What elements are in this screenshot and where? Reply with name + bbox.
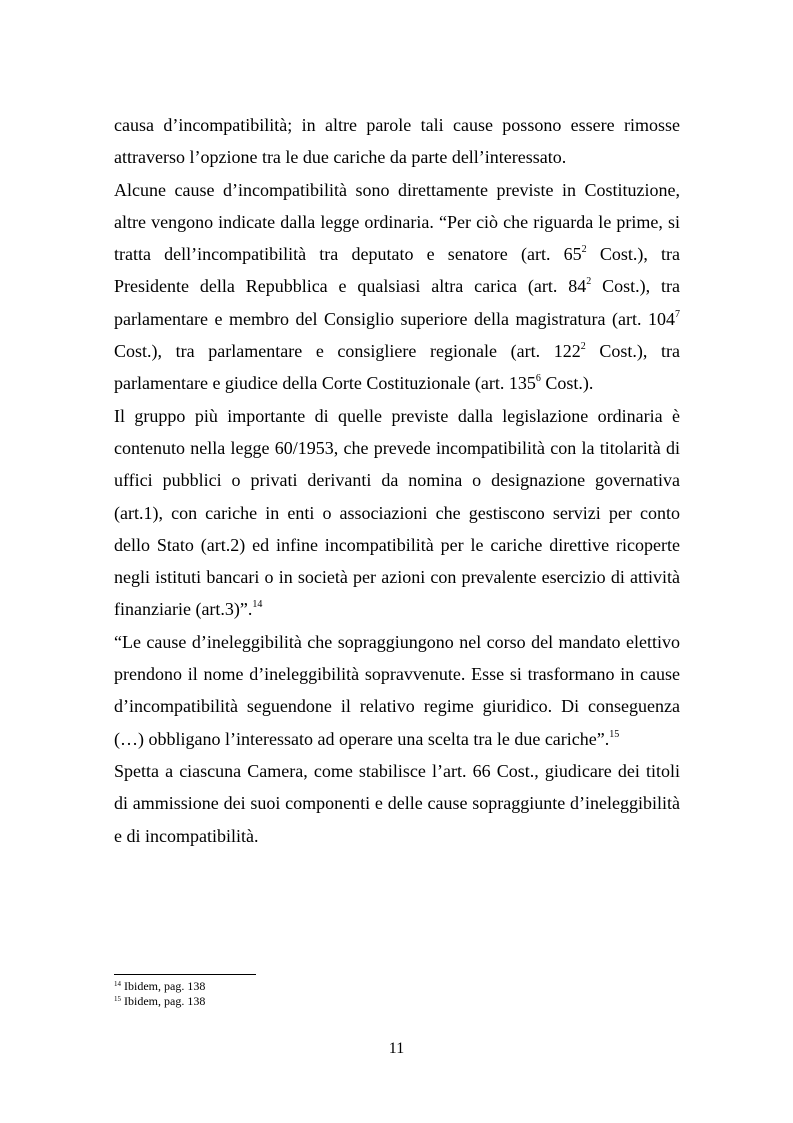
paragraph-text: Cost.), tra parlamentare e consigliere regionale (art. 122 xyxy=(114,341,581,362)
footnotes xyxy=(114,979,205,1009)
paragraph-text: Cost.). xyxy=(540,373,594,394)
paragraph-text: Il gruppo più importante di quelle previste dalla legislazione ordinaria è contenuto nella legge 60/1953, che prevede incompatibilità con la titolarità di uffici pubblici o privati derivanti da nomina o designazione governativa (art.1), con cariche in enti o associazioni che gestiscono servizi per conto dello Stato (art.2) ed infine incompatibilità per le cariche direttive ricoperte negli istituti bancari o in società per azioni con prevalente esercizio di attività finanziarie (art.3)”. xyxy=(114,405,680,620)
footnote-ref: 2 xyxy=(580,341,586,353)
footnote-ref: 6 xyxy=(535,373,541,385)
footnote-mark: 15 xyxy=(114,995,121,1003)
paragraph-text: Cost.), tra parlamentare e giudice della Corte Costituzionale (art. 135 xyxy=(114,341,680,394)
page-number: 11 xyxy=(388,1040,405,1057)
paragraph xyxy=(114,109,680,174)
paragraph-text: Alcune cause d’incompatibilità sono direttamente previste in Costituzione, altre vengono indicate dalla legge ordinaria. “Per ciò che riguarda le prime, si tratta dell’incompatibilità tra deputato e senatore (art. 65 xyxy=(114,179,680,265)
footnote-ref: 15 xyxy=(609,728,620,740)
paragraph xyxy=(114,626,680,755)
footnote-text: Ibidem, pag. 138 xyxy=(121,994,206,1008)
footnote-ref: 2 xyxy=(581,244,587,256)
paragraph-text: Cost.), tra parlamentare e membro del Consiglio superiore della magistratura (art. 104 xyxy=(114,276,680,329)
paragraph-text: causa d’incompatibilità; in altre parole tali cause possono essere rimosse attraverso l’opzione tra le due cariche da parte dell’interessato. xyxy=(114,115,680,168)
paragraph-text: “Le cause d’ineleggibilità che sopraggiungono nel corso del mandato elettivo prendono il nome d’ineleggibilità sopravvenute. Esse si trasformano in cause d’incompatibilità seguendone il relativo regime giuridico. Di conseguenza (…) obbligano l’interessato ad operare una scelta tra le due cariche”. xyxy=(114,631,680,749)
footnote-ref: 2 xyxy=(586,276,592,288)
paragraph xyxy=(114,755,680,852)
paragraph-text: Spetta a ciascuna Camera, come stabilisce l’art. 66 Cost., giudicare dei titoli di ammissione dei suoi componenti e delle cause sopraggiunte d’ineleggibilità e di incompatibilità. xyxy=(114,760,680,846)
paragraph xyxy=(114,400,680,626)
paragraph-text: Cost.), tra Presidente della Repubblica e qualsiasi altra carica (art. 84 xyxy=(114,244,680,297)
footnote-text: Ibidem, pag. 138 xyxy=(121,979,206,993)
footnote-ref: 7 xyxy=(675,308,680,320)
main-text xyxy=(114,109,680,852)
footnote-mark: 14 xyxy=(114,980,121,988)
footnote-ref: 14 xyxy=(252,599,263,611)
footnote xyxy=(114,994,205,1009)
footnote xyxy=(114,979,205,994)
footnote-separator xyxy=(114,974,256,975)
paragraph xyxy=(114,174,680,400)
